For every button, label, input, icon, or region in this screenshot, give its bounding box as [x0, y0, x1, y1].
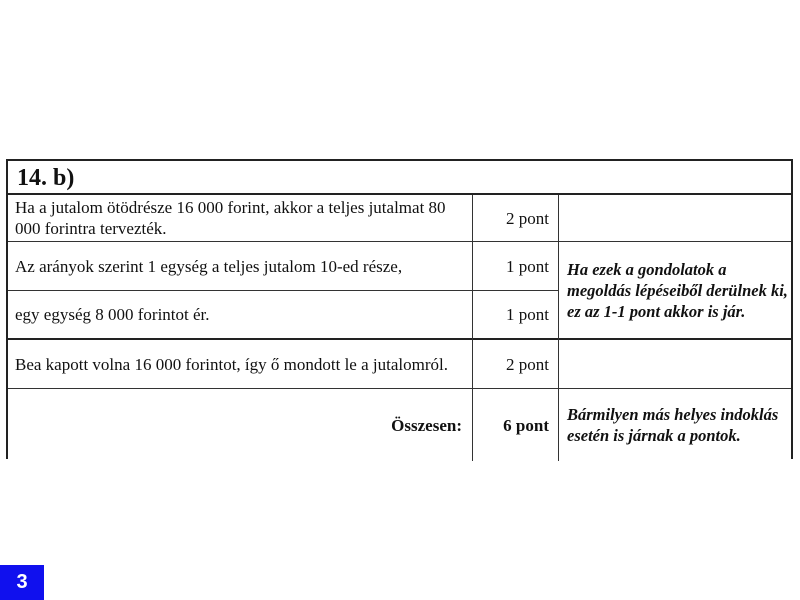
total-label: Összesen:: [391, 415, 462, 435]
solution-step: Ha a jutalom ötödrésze 16 000 forint, akkor a teljes jutalmat 80 000 forintra tervezték.: [15, 198, 446, 238]
solution-step: egy egység 8 000 forintot ér.: [15, 305, 210, 324]
scoring-table: [6, 159, 793, 459]
task-title: 14. b): [8, 161, 791, 195]
step-points: 1 pont: [506, 305, 549, 324]
page-number-badge: 3: [0, 565, 44, 600]
step-points: 2 pont: [506, 354, 549, 374]
solution-step: Az arányok szerint 1 egység a teljes jutalom 10-ed része,: [15, 256, 403, 276]
step-points: 2 pont: [506, 208, 549, 228]
solution-step: Bea kapott volna 16 000 forintot, így ő mondott le a jutalomról.: [15, 354, 448, 374]
scoring-note: Ha ezek a gondolatok a megoldás lépéseiből derülnek ki, ez az 1-1 pont akkor is jár.: [567, 259, 788, 321]
step-points: 1 pont: [506, 256, 549, 276]
total-points: 6 pont: [503, 415, 549, 435]
total-note: Bármilyen más helyes indoklás esetén is járnak a pontok.: [567, 405, 779, 445]
